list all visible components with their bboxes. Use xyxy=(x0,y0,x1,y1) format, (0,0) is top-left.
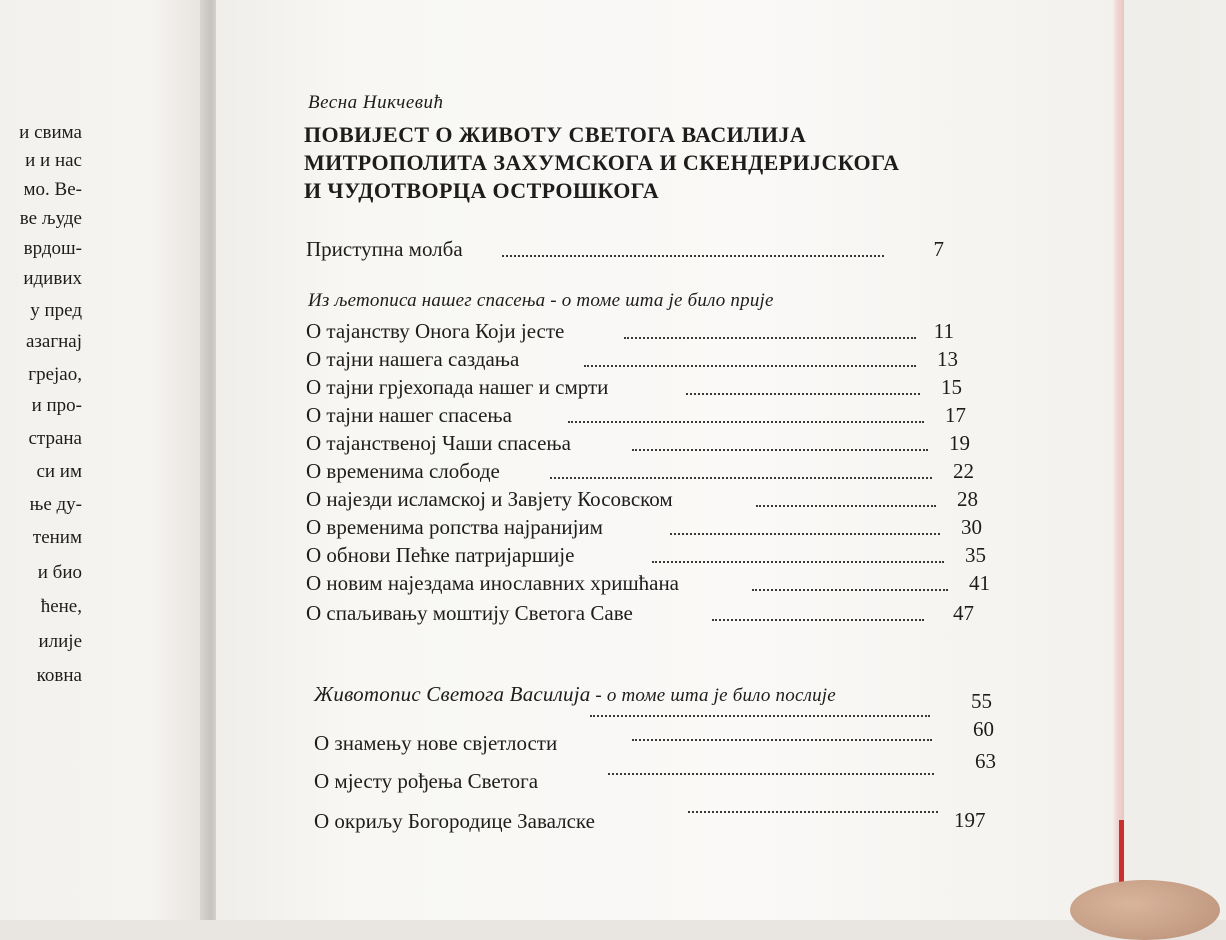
left-page-line: мо. Ве- xyxy=(23,179,82,200)
left-page-line: и про- xyxy=(31,395,82,416)
toc-entry-label: Приступна молба xyxy=(306,237,463,261)
left-page-line: и свима xyxy=(19,122,82,143)
left-page-line: и и нас xyxy=(25,150,82,171)
leader-dots xyxy=(756,486,936,507)
toc-entry-label: О знамењу нове свјетлости xyxy=(314,731,558,755)
leader-dots xyxy=(550,458,932,479)
left-page-line: грејао, xyxy=(28,364,82,385)
leader-dots xyxy=(502,236,884,257)
left-page-line: ковна xyxy=(36,665,82,686)
toc-entry-page: 47 xyxy=(953,601,974,625)
toc-entry xyxy=(306,402,966,428)
left-page-line: врдош- xyxy=(23,238,82,259)
leader-dots xyxy=(670,514,940,535)
toc-entry-label: О окриљу Богородице Завалске xyxy=(314,809,595,833)
toc-entry-page: 55 xyxy=(971,689,992,713)
book-title-line: И ЧУДОТВОРЦА ОСТРОШКОГА xyxy=(304,178,660,203)
leader-dots xyxy=(632,430,928,451)
toc-entry-label: О најезди исламској и Завјету Косовском xyxy=(306,487,673,511)
left-page xyxy=(0,0,214,920)
toc-entry-label: О мјесту рођења Светога xyxy=(314,769,539,793)
toc-entry xyxy=(306,430,970,456)
toc-entry-label: О тајни грјехопада нашег и смрти xyxy=(306,375,609,399)
left-page-line: теним xyxy=(32,527,82,548)
leader-dots xyxy=(624,318,916,339)
left-page-line: ње ду- xyxy=(29,494,82,515)
toc-entry-label: О тајанственој Чаши спасења xyxy=(306,431,571,455)
toc-entry xyxy=(306,318,954,344)
leader-dots xyxy=(686,374,920,395)
section-heading-sub: - о томе шта је било послије xyxy=(590,685,836,706)
left-page-line: идивих xyxy=(23,268,82,289)
toc-entry xyxy=(306,570,990,596)
toc-entry-label: О новим најездама инославних хришћана xyxy=(306,571,680,595)
toc-entry xyxy=(314,689,994,718)
toc-entry-intro xyxy=(306,236,946,262)
toc-entry xyxy=(306,514,982,540)
toc-entry-page: 30 xyxy=(961,515,982,539)
toc-entry-page: 22 xyxy=(953,459,974,483)
toc-entry-page: 11 xyxy=(933,319,954,343)
toc-entry-page: 60 xyxy=(973,717,994,741)
left-page-line: у пред xyxy=(30,300,82,321)
toc-entry-label: О тајни нашег спасења xyxy=(306,403,512,427)
leader-dots xyxy=(584,346,916,367)
toc-entry-label: О тајни нашега саздања xyxy=(306,347,520,371)
page-number: 197 xyxy=(954,808,986,832)
toc-entry-label: О обнови Пећке патријаршије xyxy=(306,543,575,567)
toc-entry-page: 19 xyxy=(949,431,970,455)
left-page-line: ве људе xyxy=(19,208,82,229)
toc-entry xyxy=(306,346,958,372)
toc-entry-page: 13 xyxy=(937,347,958,371)
left-page-line: страна xyxy=(28,428,82,449)
toc-entry-page: 15 xyxy=(941,375,962,399)
toc-entry-page: 35 xyxy=(965,543,986,567)
left-page-line: илије xyxy=(38,631,82,652)
toc-entry-label: О тајанству Онога Који јесте xyxy=(306,319,565,343)
left-page-line: и био xyxy=(37,562,82,583)
section-heading: Из љетописа нашег спасења - о томе шта је било прије xyxy=(308,290,774,311)
leader-dots xyxy=(568,402,924,423)
toc-entry-page: 7 xyxy=(933,237,944,261)
leader-dots xyxy=(688,792,938,813)
toc-entry-page: 17 xyxy=(945,403,966,427)
toc-entry xyxy=(306,542,986,568)
toc-entry xyxy=(306,458,974,484)
left-page-line: ћене, xyxy=(40,596,82,617)
book-edge xyxy=(1112,0,1124,920)
left-page-line: азагнај xyxy=(25,331,82,352)
toc-entry xyxy=(306,374,962,400)
left-page-line: си им xyxy=(36,461,82,482)
leader-dots xyxy=(712,600,924,621)
leader-dots xyxy=(608,754,934,775)
leader-dots xyxy=(752,570,948,591)
toc-entry xyxy=(306,486,978,512)
leader-dots xyxy=(652,542,944,563)
toc-entry xyxy=(314,808,994,834)
toc-entry-page: 28 xyxy=(957,487,978,511)
leader-dots xyxy=(632,720,932,741)
book-title-line: ПОВИЈЕСТ О ЖИВОТУ СВЕТОГА ВАСИЛИЈА xyxy=(304,122,807,147)
toc-entry xyxy=(314,749,996,794)
toc-entry xyxy=(314,717,994,756)
toc-entry-label: О временима ропства најранијим xyxy=(306,515,603,539)
toc-entry-page: 63 xyxy=(975,749,996,773)
author-name: Весна Никчевић xyxy=(308,92,444,113)
toc-entry xyxy=(306,600,976,626)
book-title-line: МИТРОПОЛИТА ЗАХУМСКОГА И СКЕНДЕРИЈСКОГА xyxy=(304,150,900,175)
leader-dots xyxy=(590,696,930,717)
thumb xyxy=(1070,880,1220,940)
toc-entry-page: 41 xyxy=(969,571,990,595)
toc-entry-label: О временима слободе xyxy=(306,459,500,483)
toc-entry-label: О спаљивању моштију Светога Саве xyxy=(306,601,633,625)
section-heading-main: Животопис Светога Василија xyxy=(314,682,591,706)
